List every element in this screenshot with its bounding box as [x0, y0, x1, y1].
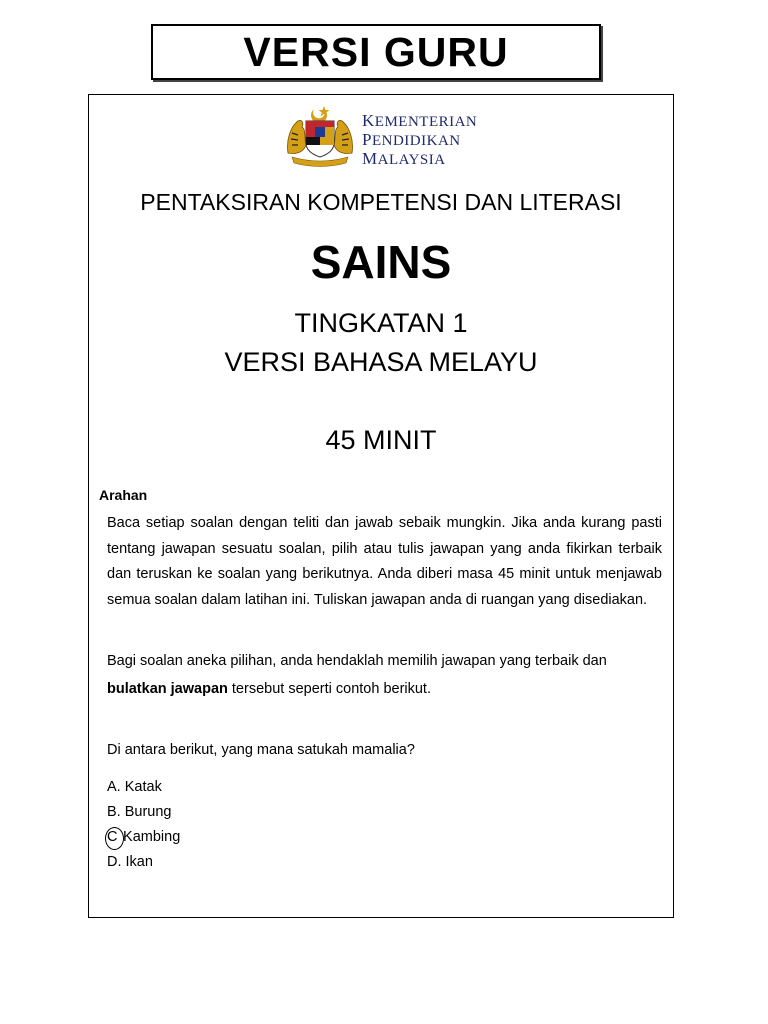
- option-a: A. Katak: [107, 779, 162, 795]
- exam-duration: 45 MINIT: [325, 425, 437, 455]
- version-title: VERSI GURU: [243, 28, 509, 75]
- example-options: [107, 775, 180, 875]
- mcq-instructions: Bagi soalan aneka pilihan, anda hendaklah memilih jawapan yang terbaik dan bulatkan jawapan tersebut seperti contoh berikut.: [107, 653, 607, 697]
- subject-title: SAINS: [310, 236, 452, 288]
- instructions-heading: Arahan: [99, 487, 148, 503]
- ministry-name: KEMENTERIAN PENDIDIKAN MALAYSIA: [362, 111, 478, 168]
- cover-page: [88, 94, 674, 918]
- option-c-selected: C Kambing: [107, 825, 180, 850]
- instructions-text: Baca setiap soalan dengan teliti dan jawab sebaik mungkin. Jika anda kurang pasti tentang jawapan sesuatu soalan, pilih atau tulis jawapan yang anda fikirkan terbaik dan teruskan ke soalan yang berikutnya. Anda diberi masa 45 minit untuk menjawab semua soalan dalam latihan ini. Tuliskan jawapan anda di ruangan yang disediakan.: [107, 515, 662, 608]
- form-level: TINGKATAN 1: [294, 308, 468, 338]
- option-d: D. Ikan: [107, 854, 153, 870]
- language-version: VERSI BAHASA MELAYU: [224, 347, 538, 377]
- option-b: B. Burung: [107, 804, 172, 820]
- circle-answer-emphasis: bulatkan jawapan: [107, 681, 228, 697]
- example-question: Di antara berikut, yang mana satukah mamalia?: [107, 742, 415, 758]
- ministry-logo: [282, 103, 492, 167]
- version-header: [151, 24, 601, 80]
- answer-circle-icon: [105, 827, 124, 850]
- coat-of-arms-icon: [282, 103, 358, 167]
- assessment-title: PENTAKSIRAN KOMPETENSI DAN LITERASI: [140, 189, 622, 215]
